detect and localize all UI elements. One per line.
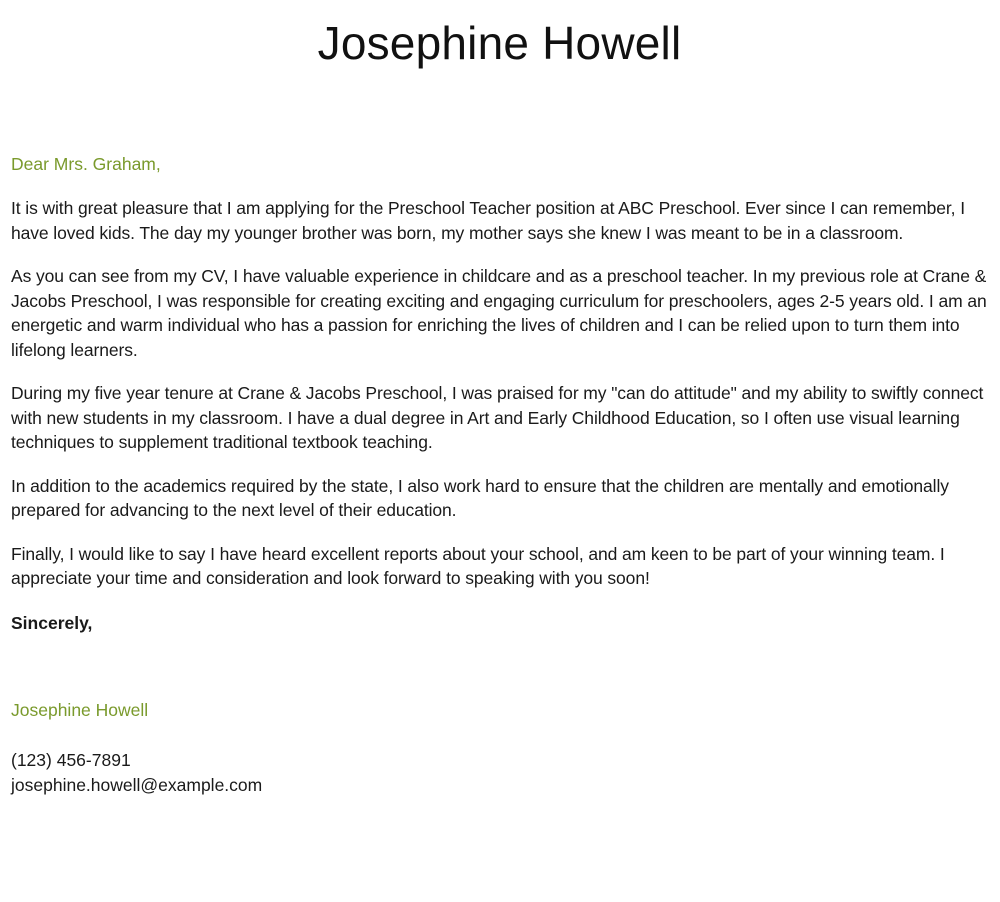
contact-block: [11, 748, 988, 798]
letter-paragraph-4: In addition to the academics required by the state, I also work hard to ensure that the children are mentally and emotionally prepared for advancing to the next level of their education.: [11, 475, 949, 520]
letter-paragraph-3: During my five year tenure at Crane & Jacobs Preschool, I was praised for my "can do attitude" and my ability to swiftly connect with new students in my classroom. I have a dual degree in Art and Early Childhood Education, so I often use visual learning techniques to supplement traditional textbook teaching.: [11, 383, 984, 452]
letter-greeting: Dear Mrs. Graham,: [11, 154, 161, 174]
letter-paragraph-2: As you can see from my CV, I have valuable experience in childcare and as a preschool teacher. In my previous role at Crane & Jacobs Preschool, I was responsible for creating exciting and engaging curriculum for preschoolers, ages 2-5 years old. I am an energetic and warm individual who has a passion for enriching the lives of children and I can be relied upon to turn them into lifelong learners.: [11, 266, 987, 360]
signature-name: Josephine Howell: [11, 699, 149, 720]
contact-email: josephine.howell@example.com: [11, 774, 263, 795]
letter-paragraph-5: Finally, I would like to say I have heard excellent reports about your school, and am keen to be part of your winning team. I appreciate your time and consideration and look forward to speaking with you soon!: [11, 543, 945, 588]
applicant-name-header: Josephine Howell: [317, 17, 682, 69]
letter-closing: Sincerely,: [11, 612, 93, 633]
letter-paragraph-1: It is with great pleasure that I am applying for the Preschool Teacher position at ABC Preschool. Ever since I can remember, I have loved kids. The day my younger brother was born, my mother says she knew I was meant to be in a classroom.: [11, 198, 965, 243]
contact-phone: (123) 456-7891: [11, 749, 131, 770]
